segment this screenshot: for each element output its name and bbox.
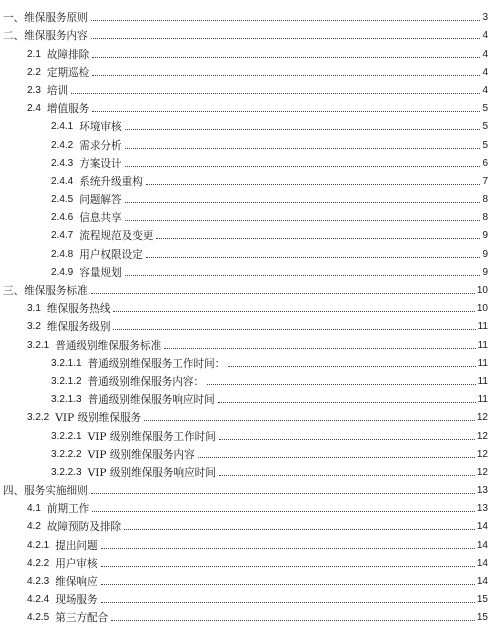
toc-entry-number: 3.2.2.1 xyxy=(51,430,82,442)
dot-leader xyxy=(125,202,481,203)
toc-entry-title: 维保服务级别 xyxy=(46,321,111,334)
dot-leader xyxy=(207,384,475,385)
toc-entry-title: VIP 级别维保服务工作时间 xyxy=(87,430,216,443)
toc-entry-number: 2.1 xyxy=(27,48,41,60)
toc-entry-number: 2.4.8 xyxy=(51,248,74,260)
toc-entry-page-number: 4 xyxy=(482,84,488,96)
toc-entry[interactable] xyxy=(0,152,497,170)
toc-entry-number: 4.1 xyxy=(27,503,41,515)
toc-entry-page-number: 14 xyxy=(476,557,488,569)
toc-entry-number: 4.2 xyxy=(27,521,41,533)
toc-entry-number: 3.2.2.2 xyxy=(51,448,82,460)
toc-entry-title: 用户审核 xyxy=(55,557,98,570)
toc-entry[interactable] xyxy=(0,315,497,333)
toc-entry[interactable] xyxy=(0,6,497,24)
dot-leader xyxy=(125,129,481,130)
toc-entry[interactable] xyxy=(0,188,497,206)
dot-leader xyxy=(101,602,475,603)
toc-entry-title: VIP 级别维保服务内容 xyxy=(87,448,195,461)
dot-leader xyxy=(113,311,474,312)
toc-entry[interactable] xyxy=(0,24,497,42)
toc-entry-number: 2.4.3 xyxy=(51,157,74,169)
toc-entry-page-number: 8 xyxy=(482,194,488,206)
toc-entry-number: 3.2.1.1 xyxy=(51,357,82,369)
dot-leader xyxy=(92,57,480,58)
toc-entry[interactable] xyxy=(0,297,497,315)
toc-entry-number: 2.4 xyxy=(27,103,41,115)
toc-entry-number: 2.4.9 xyxy=(51,266,74,278)
toc-entry-page-number: 11 xyxy=(477,357,488,369)
toc-entry[interactable] xyxy=(0,497,497,515)
toc-entry-title: 普通级别维保服务标准 xyxy=(55,339,162,352)
toc-entry-number: 2.3 xyxy=(27,84,41,96)
toc-entry-number: 2.4.1 xyxy=(51,121,74,133)
dot-leader xyxy=(219,475,475,476)
dot-leader xyxy=(92,111,480,112)
toc-entry[interactable] xyxy=(0,279,497,297)
toc-entry-page-number: 12 xyxy=(476,430,488,442)
toc-entry-title: 前期工作 xyxy=(46,503,90,516)
dot-leader xyxy=(218,402,476,403)
toc-entry-page-number: 11 xyxy=(477,394,488,406)
toc-entry[interactable] xyxy=(0,588,497,606)
toc-entry[interactable] xyxy=(0,79,497,97)
toc-entry-number: 3.2 xyxy=(27,321,41,333)
toc-entry-title: 普通级别维保服务内容： xyxy=(87,375,205,388)
toc-entry-page-number: 4 xyxy=(482,30,488,42)
toc-entry-page-number: 14 xyxy=(476,576,488,587)
toc-entry-number: 3.2.1.3 xyxy=(51,394,82,406)
toc-entry-title: 容量规划 xyxy=(79,266,122,279)
toc-entry[interactable] xyxy=(0,424,497,442)
toc-entry[interactable] xyxy=(0,461,497,479)
toc-entry[interactable] xyxy=(0,406,497,424)
dot-leader xyxy=(219,439,475,440)
toc-entry-title: 四、服务实施细则 xyxy=(3,485,88,498)
dot-leader xyxy=(125,220,481,221)
toc-entry-title: 维保响应 xyxy=(55,576,98,588)
table-of-contents xyxy=(0,6,497,624)
toc-entry-page-number: 11 xyxy=(477,339,488,351)
toc-entry-title: 培训 xyxy=(46,84,69,97)
toc-entry-page-number: 3 xyxy=(482,12,488,24)
toc-entry-page-number: 11 xyxy=(477,321,488,333)
toc-entry-title: 方案设计 xyxy=(79,157,122,170)
toc-entry-title: VIP 级别维保服务 xyxy=(55,412,142,425)
toc-entry[interactable] xyxy=(0,97,497,115)
toc-entry-page-number: 5 xyxy=(482,121,488,133)
toc-entry-number: 2.2 xyxy=(27,66,41,78)
toc-entry-title: 流程规范及变更 xyxy=(79,230,154,243)
toc-entry[interactable] xyxy=(0,242,497,260)
toc-entry[interactable] xyxy=(0,206,497,224)
toc-entry[interactable] xyxy=(0,533,497,551)
toc-entry-title: 第三方配合 xyxy=(55,612,109,625)
dot-leader xyxy=(91,20,481,21)
toc-entry[interactable] xyxy=(0,261,497,279)
toc-entry-title: 信息共享 xyxy=(79,212,122,225)
toc-entry-title: VIP 级别维保服务响应时间 xyxy=(87,466,216,479)
toc-entry-title: 故障排除 xyxy=(46,48,90,61)
toc-entry-title: 普通级别维保服务响应时间 xyxy=(87,394,215,407)
toc-entry[interactable] xyxy=(0,479,497,497)
toc-entry-number: 4.2.5 xyxy=(27,612,50,624)
toc-entry-title: 一、维保服务原则 xyxy=(3,12,88,25)
toc-entry-title: 系统升级重构 xyxy=(79,175,143,188)
toc-entry[interactable] xyxy=(0,61,497,79)
toc-entry[interactable] xyxy=(0,133,497,151)
dot-leader xyxy=(164,348,475,349)
dot-leader xyxy=(92,511,475,512)
toc-entry-title: 现场服务 xyxy=(55,594,98,607)
toc-entry[interactable] xyxy=(0,570,497,588)
toc-entry-page-number: 14 xyxy=(476,539,488,551)
toc-entry[interactable] xyxy=(0,552,497,570)
toc-entry-number: 3.1 xyxy=(27,303,41,315)
dot-leader xyxy=(125,148,481,149)
dot-leader xyxy=(146,257,481,258)
dot-leader xyxy=(92,75,480,76)
toc-entry-page-number: 9 xyxy=(482,230,488,242)
dot-leader xyxy=(91,293,475,294)
dot-leader xyxy=(228,366,475,367)
dot-leader xyxy=(111,620,475,621)
toc-entry[interactable] xyxy=(0,606,497,624)
toc-entry-title: 维保服务热线 xyxy=(46,303,111,316)
toc-entry-number: 2.4.4 xyxy=(51,175,74,187)
toc-entry-title: 增值服务 xyxy=(46,103,90,116)
toc-entry[interactable] xyxy=(0,515,497,533)
toc-entry-page-number: 10 xyxy=(476,285,488,296)
toc-entry-page-number: 15 xyxy=(476,594,488,606)
toc-entry-title: 三、维保服务标准 xyxy=(3,285,88,297)
toc-entry[interactable] xyxy=(0,170,497,188)
toc-entry-page-number: 13 xyxy=(476,503,488,515)
toc-entry-page-number: 5 xyxy=(482,103,488,115)
toc-entry-page-number: 6 xyxy=(482,157,488,169)
toc-entry-page-number: 4 xyxy=(482,66,488,78)
toc-entry-page-number: 11 xyxy=(477,375,488,387)
dot-leader xyxy=(198,457,475,458)
toc-entry-page-number: 4 xyxy=(482,48,488,60)
dot-leader xyxy=(113,329,475,330)
toc-entry[interactable] xyxy=(0,115,497,133)
dot-leader xyxy=(91,493,475,494)
toc-entry-page-number: 12 xyxy=(476,466,488,478)
toc-entry[interactable] xyxy=(0,388,497,406)
toc-entry[interactable] xyxy=(0,42,497,60)
dot-leader xyxy=(125,166,481,167)
toc-entry-number: 3.2.2.3 xyxy=(51,466,82,478)
dot-leader xyxy=(124,529,475,530)
toc-entry[interactable] xyxy=(0,443,497,461)
toc-entry-page-number: 9 xyxy=(482,266,488,278)
toc-entry-number: 3.2.1 xyxy=(27,339,50,351)
toc-entry-title: 环境审核 xyxy=(79,121,122,134)
toc-entry-page-number: 9 xyxy=(482,248,488,260)
toc-entry[interactable] xyxy=(0,224,497,242)
dot-leader xyxy=(125,275,481,276)
toc-entry-page-number: 15 xyxy=(476,612,488,624)
toc-entry-number: 3.2.1.2 xyxy=(51,375,82,387)
toc-entry-title: 用户权限设定 xyxy=(79,248,143,261)
dot-leader xyxy=(101,566,475,567)
toc-entry-page-number: 14 xyxy=(476,521,488,533)
toc-entry[interactable] xyxy=(0,370,497,388)
toc-entry-number: 2.4.5 xyxy=(51,194,74,206)
dot-leader xyxy=(144,420,475,421)
toc-entry-number: 2.4.2 xyxy=(51,139,74,151)
dot-leader xyxy=(101,584,475,585)
toc-entry-page-number: 7 xyxy=(482,175,488,187)
toc-entry-page-number: 8 xyxy=(482,212,488,224)
dot-leader xyxy=(156,238,480,239)
toc-entry-number: 4.2.2 xyxy=(27,557,50,569)
toc-entry-title: 故障预防及排除 xyxy=(46,521,122,534)
dot-leader xyxy=(101,548,475,549)
toc-entry-page-number: 13 xyxy=(476,485,488,497)
dot-leader xyxy=(146,184,481,185)
toc-entry-number: 4.2.3 xyxy=(27,576,50,587)
toc-entry-page-number: 12 xyxy=(476,448,488,460)
toc-entry-number: 3.2.2 xyxy=(27,412,50,424)
toc-entry-page-number: 10 xyxy=(476,303,488,315)
dot-leader xyxy=(91,38,481,39)
toc-entry[interactable] xyxy=(0,352,497,370)
toc-entry-page-number: 12 xyxy=(476,412,488,424)
toc-entry-number: 4.2.4 xyxy=(27,594,50,606)
toc-entry-title: 普通级别维保服务工作时间： xyxy=(87,357,226,370)
toc-entry-title: 定期巡检 xyxy=(46,66,90,79)
toc-entry-title: 问题解答 xyxy=(79,194,122,207)
toc-entry-title: 提出问题 xyxy=(55,539,98,552)
toc-entry-page-number: 5 xyxy=(482,139,488,151)
toc-entry-number: 2.4.7 xyxy=(51,230,74,242)
toc-entry-number: 4.2.1 xyxy=(27,539,50,551)
toc-entry[interactable] xyxy=(0,333,497,351)
toc-entry-number: 2.4.6 xyxy=(51,212,74,224)
toc-entry-title: 二、维保服务内容 xyxy=(3,30,88,43)
dot-leader xyxy=(71,93,480,94)
toc-entry-title: 需求分析 xyxy=(79,139,122,152)
